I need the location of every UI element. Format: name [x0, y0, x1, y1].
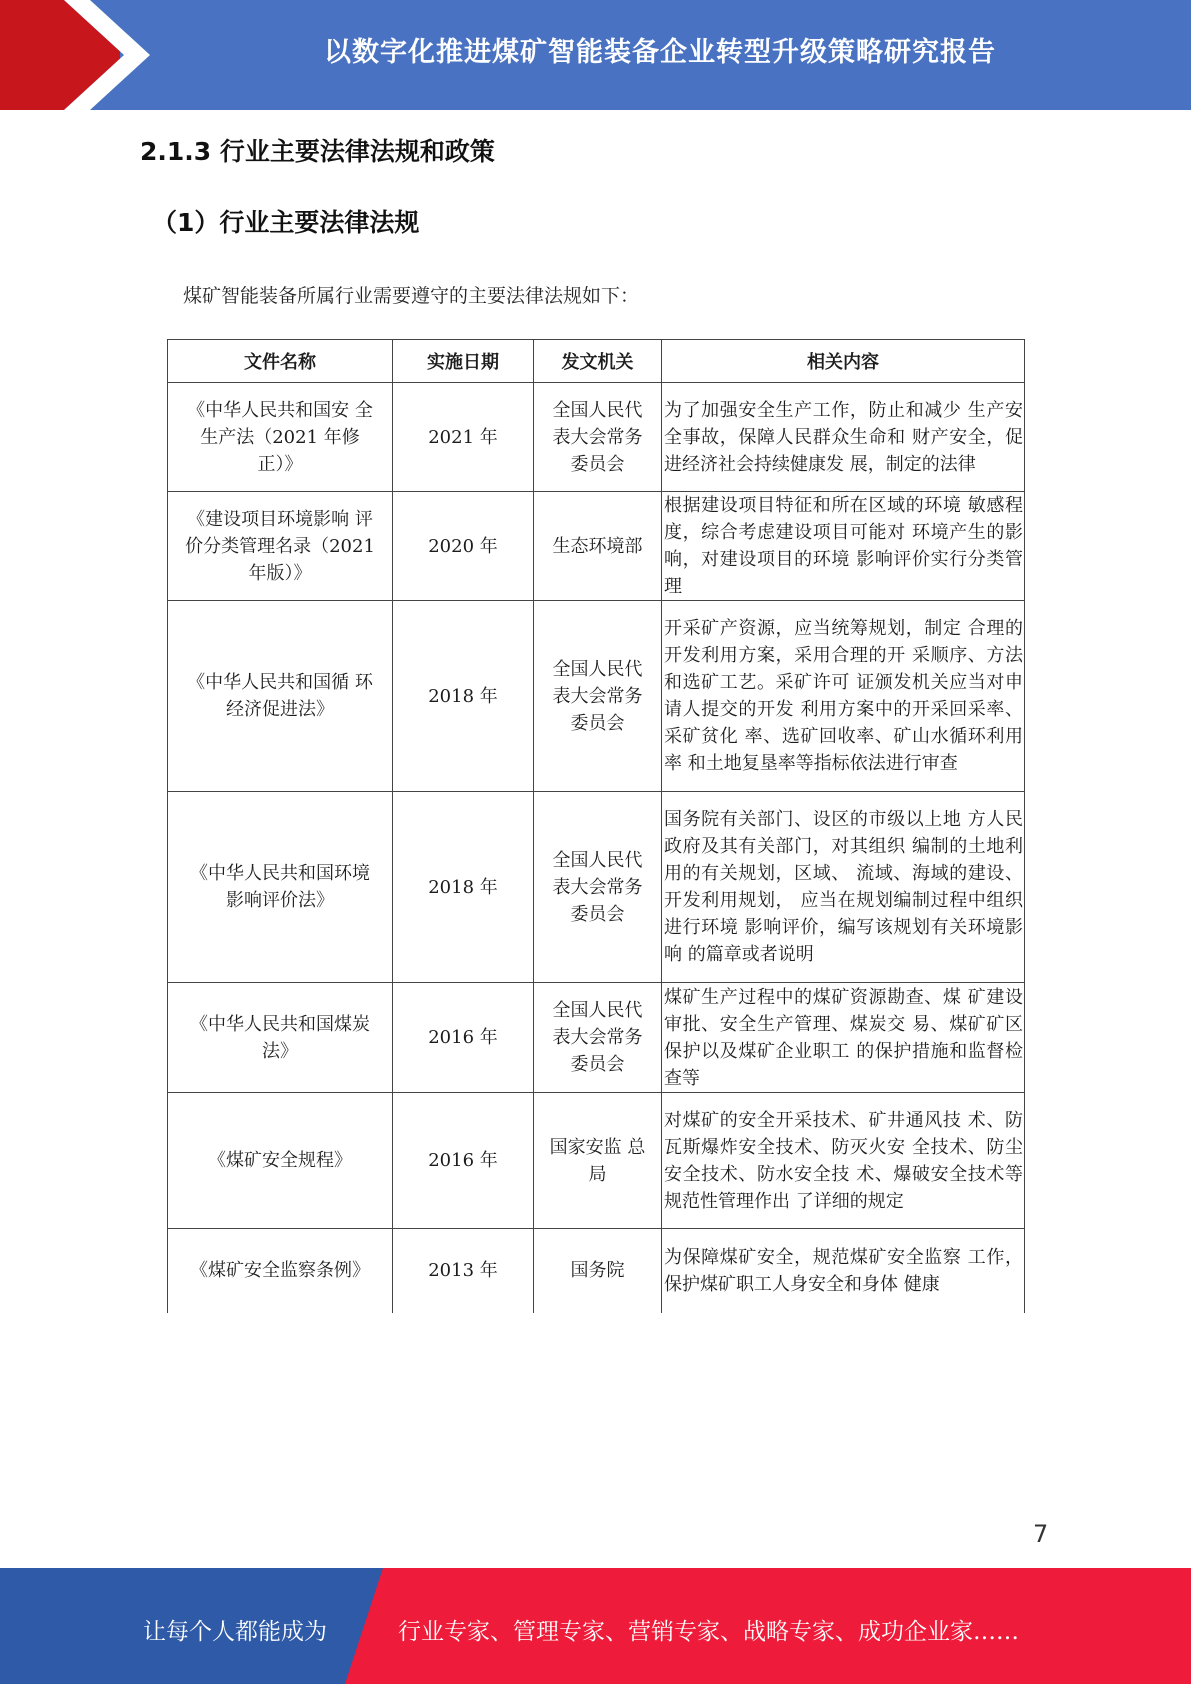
- page-header-banner: [0, 0, 1191, 110]
- table-row: [168, 792, 1025, 983]
- table-header-row: [168, 340, 1025, 383]
- law-date: 2020 年: [393, 492, 534, 601]
- footer-slogan-left: 让每个人都能成为: [143, 1619, 327, 1645]
- report-title: 以数字化推进煤矿智能装备企业转型升级策略研究报告: [324, 37, 996, 68]
- law-issuer: 全国人民代表大会常务委员会: [534, 792, 662, 983]
- column-header-issuer: 发文机关: [534, 340, 662, 383]
- column-header-name: 文件名称: [168, 340, 393, 383]
- law-date: 2013 年: [393, 1229, 534, 1313]
- law-issuer: 全国人民代表大会常务委员会: [534, 601, 662, 792]
- law-date: 2016 年: [393, 1093, 534, 1229]
- law-name: 《中华人民共和国循 环经济促进法》: [168, 601, 393, 792]
- law-content: 国务院有关部门、设区的市级以上地 方人民政府及其有关部门，对其组织 编制的土地利用的有关规划，区域、 流域、海域的建设、开发利用规划， 应当在规划编制过程中组织进行环境 影响评价，编写该规划有关环境影响 的篇章或者说明: [662, 792, 1025, 983]
- law-name: 《中华人民共和国安 全生产法（2021 年修正）》: [168, 383, 393, 492]
- section-heading: 2.1.3 行业主要法律法规和政策: [140, 137, 495, 166]
- law-issuer: 全国人民代表大会常务委员会: [534, 383, 662, 492]
- law-content: 对煤矿的安全开采技术、矿井通风技 术、防瓦斯爆炸安全技术、防灭火安 全技术、防尘安全技术、防水安全技 术、爆破安全技术等规范性管理作出 了详细的规定: [662, 1093, 1025, 1229]
- law-issuer: 全国人民代表大会常务委员会: [534, 983, 662, 1093]
- table-row: [168, 383, 1025, 492]
- intro-paragraph: 煤矿智能装备所属行业需要遵守的主要法律法规如下：: [183, 285, 640, 307]
- page-number: 7: [1033, 1520, 1049, 1548]
- law-content: 开采矿产资源，应当统筹规划，制定 合理的开发利用方案，采用合理的开 采顺序、方法和选矿工艺。采矿许可 证颁发机关应当对申请人提交的开发 利用方案中的开采回采率、采矿贫化 率、选矿回收率、矿山水循环利用率 和土地复垦率等指标依法进行审查: [662, 601, 1025, 792]
- law-issuer: 国家安监 总局: [534, 1093, 662, 1229]
- subsection-heading: （1）行业主要法律法规: [152, 208, 420, 237]
- law-date: 2018 年: [393, 792, 534, 983]
- law-name: 《煤矿安全监察条例》: [168, 1229, 393, 1313]
- table-row: [168, 601, 1025, 792]
- table-row: [168, 1229, 1025, 1313]
- law-date: 2016 年: [393, 983, 534, 1093]
- law-content: 煤矿生产过程中的煤矿资源勘查、煤 矿建设审批、安全生产管理、煤炭交 易、煤矿矿区保护以及煤矿企业职工 的保护措施和监督检查等: [662, 983, 1025, 1093]
- law-name: 《中华人民共和国环境影响评价法》: [168, 792, 393, 983]
- law-issuer: 国务院: [534, 1229, 662, 1313]
- table-row: [168, 492, 1025, 601]
- law-content: 为保障煤矿安全，规范煤矿安全监察 工作，保护煤矿职工人身安全和身体 健康: [662, 1229, 1025, 1313]
- law-name: 《中华人民共和国煤炭法》: [168, 983, 393, 1093]
- laws-table: [167, 339, 1025, 1313]
- law-content: 为了加强安全生产工作，防止和减少 生产安全事故，保障人民群众生命和 财产安全，促进经济社会持续健康发 展，制定的法律: [662, 383, 1025, 492]
- column-header-date: 实施日期: [393, 340, 534, 383]
- law-content: 根据建设项目特征和所在区域的环境 敏感程度，综合考虑建设项目可能对 环境产生的影响，对建设项目的环境 影响评价实行分类管理: [662, 492, 1025, 601]
- table-row: [168, 1093, 1025, 1229]
- law-name: 《建设项目环境影响 评价分类管理名录（2021 年版）》: [168, 492, 393, 601]
- law-date: 2021 年: [393, 383, 534, 492]
- column-header-content: 相关内容: [662, 340, 1025, 383]
- law-name: 《煤矿安全规程》: [168, 1093, 393, 1229]
- law-issuer: 生态环境部: [534, 492, 662, 601]
- law-date: 2018 年: [393, 601, 534, 792]
- table-row: [168, 983, 1025, 1093]
- footer-slogan-right: 行业专家、管理专家、营销专家、战略专家、成功企业家……: [398, 1619, 1019, 1645]
